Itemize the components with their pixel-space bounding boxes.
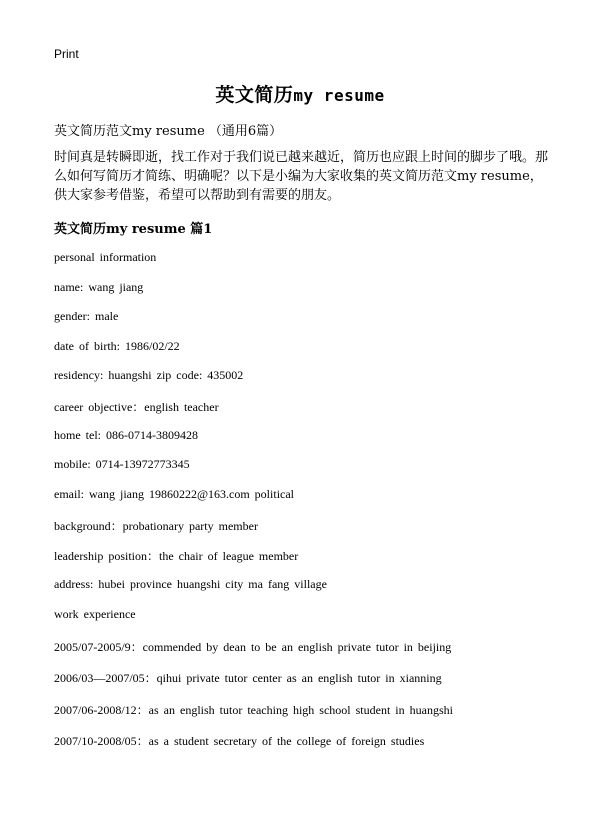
intro-paragraph: 时间真是转瞬即逝，找工作对于我们说已越来越近，简历也应跟上时间的脚步了哦。那么如何写简历才简练、明确呢？以下是小编为大家收集的英文简历范文my resume，供大家参考借鉴，希望可以帮助到有需要的朋友。 bbox=[54, 150, 549, 203]
line-mobile: mobile: 0714-13972773345 bbox=[54, 457, 190, 471]
line-personal-information: personal information bbox=[54, 250, 157, 264]
line-work-entry-2: 2006/03—2007/05：qihui private tutor center as an english tutor in xianning bbox=[54, 671, 442, 685]
line-career-objective: career objective：english teacher bbox=[54, 400, 219, 414]
document-subtitle: 英文简历范文my resume （通用6篇） bbox=[54, 124, 283, 139]
line-work-entry-4: 2007/10-2008/05：as a student secretary of the college of foreign studies bbox=[54, 734, 425, 748]
line-work-entry-3: 2007/06-2008/12：as an english tutor teaching high school student in huangshi bbox=[54, 703, 453, 717]
document-title-latin: my resume bbox=[293, 86, 385, 105]
line-date-of-birth: date of birth: 1986/02/22 bbox=[54, 339, 180, 353]
line-leadership-position: leadership position：the chair of league member bbox=[54, 549, 299, 563]
line-address: address: hubei province huangshi city ma fang village bbox=[54, 577, 327, 591]
section-heading: 英文简历my resume 篇1 bbox=[54, 222, 213, 237]
line-residency: residency: huangshi zip code: 435002 bbox=[54, 368, 244, 382]
line-home-tel: home tel: 086-0714-3809428 bbox=[54, 428, 198, 442]
document-title-cn: 英文简历 bbox=[215, 84, 294, 106]
line-name: name: wang jiang bbox=[54, 280, 144, 294]
print-label: Print bbox=[54, 47, 79, 61]
line-gender: gender: male bbox=[54, 309, 119, 323]
line-email: email: wang jiang 19860222@163.com political bbox=[54, 487, 295, 501]
line-background: background：probationary party member bbox=[54, 519, 258, 533]
line-work-entry-1: 2005/07-2005/9：commended by dean to be an english private tutor in beijing bbox=[54, 640, 452, 654]
document-title bbox=[0, 80, 600, 107]
line-work-experience: work experience bbox=[54, 607, 136, 621]
